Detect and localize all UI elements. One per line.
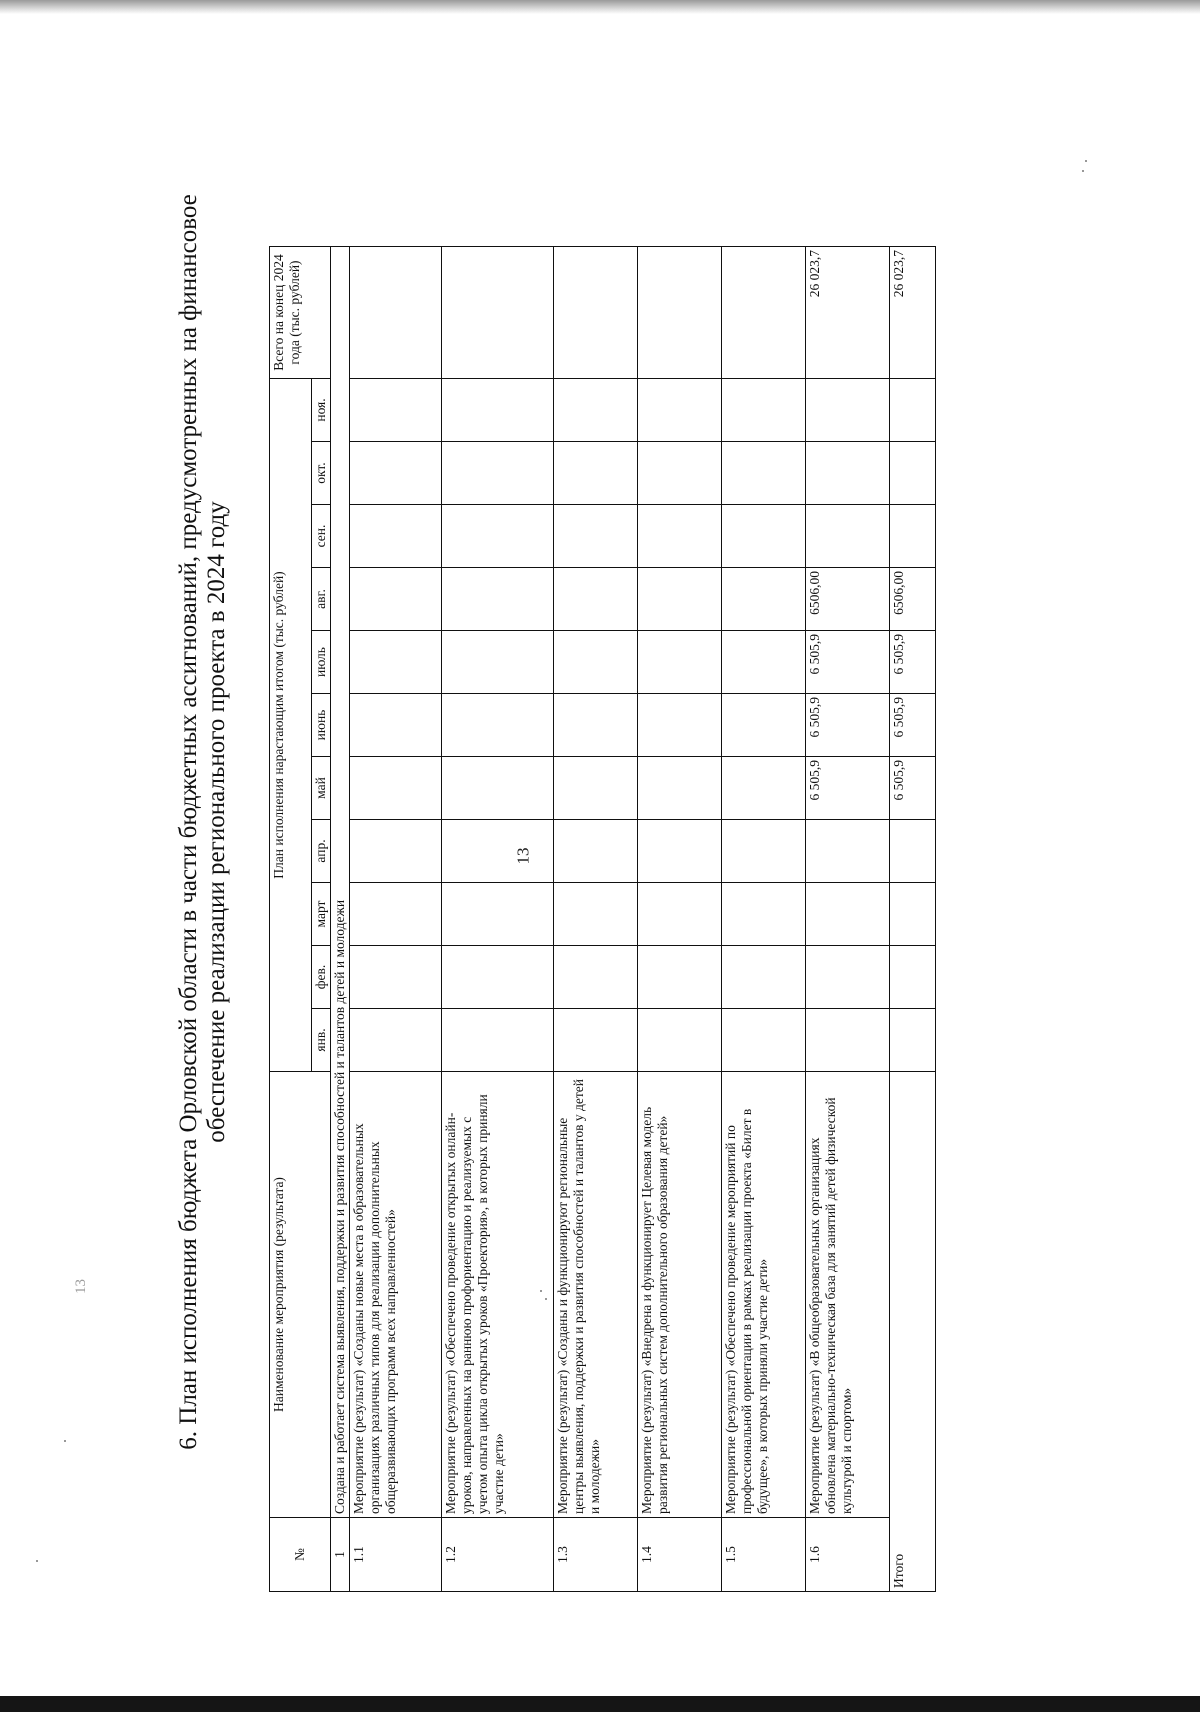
month-value	[638, 505, 722, 568]
row-total	[442, 247, 554, 379]
month-header: окт.	[312, 442, 331, 505]
header-number: №	[270, 1518, 331, 1592]
total-month-value	[890, 442, 936, 505]
table-header	[270, 247, 331, 1592]
month-value	[722, 757, 806, 820]
month-value	[638, 568, 722, 631]
month-value	[722, 442, 806, 505]
row-total	[722, 247, 806, 379]
scan-top-edge	[0, 0, 1200, 14]
month-header: июль	[312, 631, 331, 694]
month-value	[554, 505, 638, 568]
row-number: 1.1	[350, 1518, 442, 1592]
month-value	[554, 757, 638, 820]
month-value	[554, 820, 638, 883]
total-month-value	[890, 883, 936, 946]
month-header: ноя.	[312, 379, 331, 442]
row-total	[554, 247, 638, 379]
month-value	[350, 1009, 442, 1072]
total-month-value	[890, 1009, 936, 1072]
month-value	[442, 883, 554, 946]
scan-bottom-edge	[0, 1696, 1200, 1712]
total-month-value	[890, 379, 936, 442]
month-value	[722, 820, 806, 883]
month-value	[554, 946, 638, 1009]
month-value	[554, 694, 638, 757]
table-row	[722, 247, 806, 1592]
row-name: Мероприятие (результат) «Обеспечено проведение мероприятий по профессиональной ориентации в рамках реализации проекта «Билет в будущее», в которых приняли участие дети»	[722, 1072, 806, 1518]
month-header: апр.	[312, 820, 331, 883]
section-row	[331, 247, 350, 1592]
row-number: 1.5	[722, 1518, 806, 1592]
month-value	[442, 568, 554, 631]
table-row	[442, 247, 554, 1592]
month-value	[806, 820, 890, 883]
month-value	[722, 694, 806, 757]
total-month-value: 6 505,9	[890, 631, 936, 694]
month-value	[554, 883, 638, 946]
row-number: 1.2	[442, 1518, 554, 1592]
month-value	[722, 505, 806, 568]
month-value	[722, 631, 806, 694]
month-value	[638, 379, 722, 442]
month-value	[722, 568, 806, 631]
month-header: авг.	[312, 568, 331, 631]
row-name: Мероприятие (результат) «В общеобразовательных организациях обновлена материально-техническая база для занятий детей физической культурой и спортом»	[806, 1072, 890, 1518]
month-value	[350, 379, 442, 442]
table-row	[554, 247, 638, 1592]
total-month-value	[890, 946, 936, 1009]
month-value: 6 505,9	[806, 757, 890, 820]
total-row	[890, 247, 936, 1592]
month-header: янв.	[312, 1009, 331, 1072]
month-value: 6506,00	[806, 568, 890, 631]
total-label: Итого	[890, 1072, 936, 1592]
month-value: 6 505,9	[806, 631, 890, 694]
month-value	[806, 1009, 890, 1072]
month-value	[722, 379, 806, 442]
row-name: Мероприятие (результат) «Обеспечено проведение открытых онлайн-уроков, направленных на раннюю профориентацию и реализуемых с учетом опыта цикла открытых уроков «Проектория», в которых приняли участие дети»	[442, 1072, 554, 1518]
total-month-value: 6 505,9	[890, 757, 936, 820]
row-name: Мероприятие (результат) «Созданы новые места в образовательных организациях различных типов для реализации дополнительных общеразвивающих программ всех направленностей»	[350, 1072, 442, 1518]
section-number: 1	[331, 1518, 350, 1592]
month-value	[638, 946, 722, 1009]
section-text: Создана и работает система выявления, поддержки и развития способностей и талантов детей и молодежи	[331, 247, 350, 1518]
page-number: 13	[513, 847, 533, 865]
title-line-1: 6. План исполнения бюджета Орловской области в части бюджетных ассигнований, предусмотренных на финансовое	[175, 194, 202, 1450]
row-number: 1.6	[806, 1518, 890, 1592]
month-value	[554, 379, 638, 442]
row-number: 1.3	[554, 1518, 638, 1592]
month-value	[722, 946, 806, 1009]
month-value	[806, 505, 890, 568]
month-header: июнь	[312, 694, 331, 757]
row-total	[350, 247, 442, 379]
header-name: Наименование мероприятия (результата)	[270, 1072, 331, 1518]
month-value	[350, 883, 442, 946]
month-value	[442, 442, 554, 505]
month-value	[442, 694, 554, 757]
total-month-value	[890, 505, 936, 568]
document-title	[175, 52, 231, 1592]
month-value	[350, 946, 442, 1009]
month-value	[442, 757, 554, 820]
budget-plan-table	[269, 246, 936, 1592]
month-value	[554, 1009, 638, 1072]
row-name: Мероприятие (результат) «Внедрена и функционирует Целевая модель развития региональных систем дополнительного образования детей»	[638, 1072, 722, 1518]
month-value	[442, 820, 554, 883]
row-total	[638, 247, 722, 379]
month-value	[554, 568, 638, 631]
month-value	[638, 1009, 722, 1072]
header-total: Всего на конец 2024 года (тыс. рублей)	[270, 247, 331, 379]
month-value	[350, 505, 442, 568]
ghost-page-number: 13	[73, 1279, 89, 1294]
row-total: 26 023,7	[806, 247, 890, 379]
month-value	[350, 694, 442, 757]
month-value	[638, 694, 722, 757]
month-value	[806, 883, 890, 946]
month-value	[442, 505, 554, 568]
month-value	[350, 757, 442, 820]
month-value	[350, 631, 442, 694]
table-row	[806, 247, 890, 1592]
month-value	[442, 379, 554, 442]
month-value	[806, 442, 890, 505]
month-value	[350, 568, 442, 631]
table-row	[350, 247, 442, 1592]
month-value	[722, 1009, 806, 1072]
month-value	[638, 883, 722, 946]
month-value	[806, 379, 890, 442]
month-value	[638, 757, 722, 820]
month-header: март	[312, 883, 331, 946]
month-value	[350, 442, 442, 505]
row-number: 1.4	[638, 1518, 722, 1592]
table-body	[331, 247, 936, 1592]
month-header: сен.	[312, 505, 331, 568]
month-header: май	[312, 757, 331, 820]
header-plan: План исполнения нарастающим итогом (тыс. рублей)	[270, 379, 312, 1072]
title-line-2: обеспечение реализации регионального проекта в 2024 году	[203, 501, 230, 1143]
row-name: Мероприятие (результат) «Созданы и функционируют региональные центры выявления, поддержки и развития способностей и талантов у детей и молодежи»	[554, 1072, 638, 1518]
total-month-value	[890, 820, 936, 883]
grand-total: 26 023,7	[890, 247, 936, 379]
month-value	[442, 946, 554, 1009]
month-value	[722, 883, 806, 946]
month-value: 6 505,9	[806, 694, 890, 757]
month-header: фев.	[312, 946, 331, 1009]
month-value	[554, 442, 638, 505]
month-value	[350, 820, 442, 883]
month-value	[638, 820, 722, 883]
month-value	[638, 631, 722, 694]
scan-speck	[64, 1440, 66, 1442]
table-row	[638, 247, 722, 1592]
month-value	[806, 946, 890, 1009]
scan-speck	[36, 1560, 38, 1562]
month-value	[442, 1009, 554, 1072]
month-value	[554, 631, 638, 694]
month-value	[638, 442, 722, 505]
month-value	[442, 631, 554, 694]
rotated-page	[175, 52, 1175, 1592]
total-month-value: 6 505,9	[890, 694, 936, 757]
total-month-value: 6506,00	[890, 568, 936, 631]
